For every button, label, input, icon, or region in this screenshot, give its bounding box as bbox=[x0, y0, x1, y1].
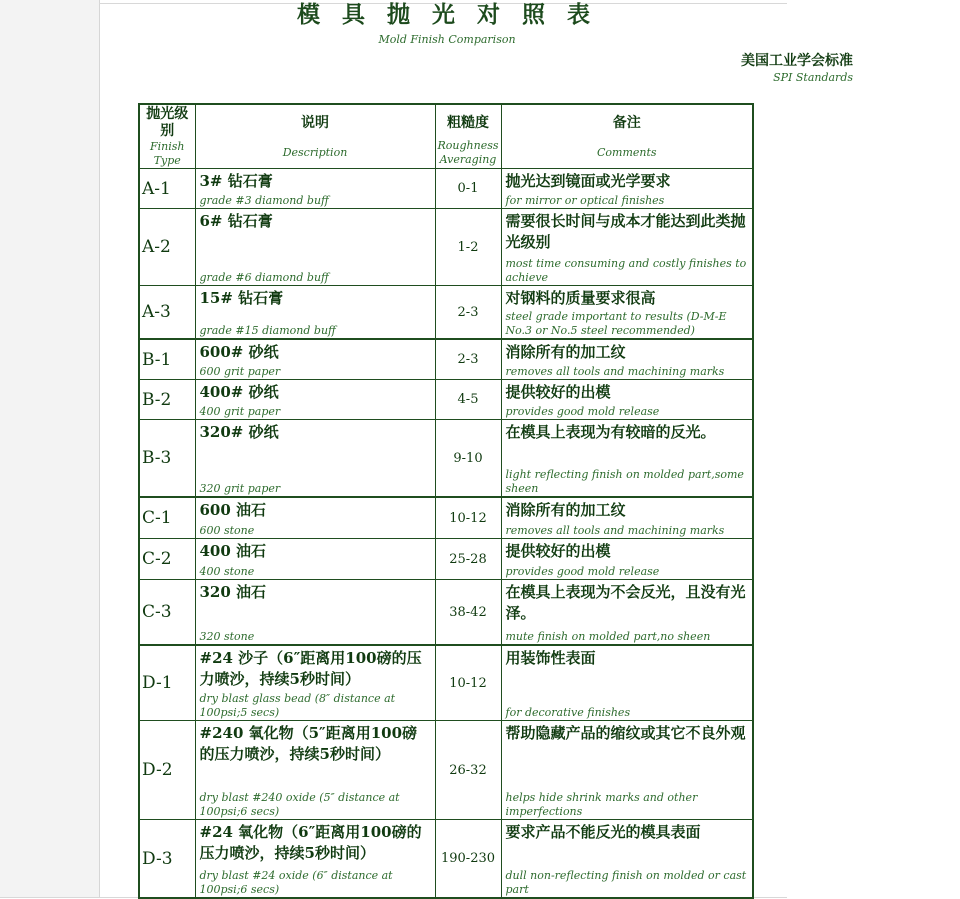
description-zh: 15# 钻石膏 bbox=[199, 289, 284, 307]
comment-en: helps hide shrink marks and other imperfections bbox=[505, 791, 698, 818]
comment-zh: 抛光达到镜面或光学要求 bbox=[505, 172, 671, 190]
roughness-value: 2-3 bbox=[435, 286, 501, 340]
document-page bbox=[100, 0, 853, 898]
table-row bbox=[139, 820, 753, 899]
description-en: grade #6 diamond buff bbox=[199, 271, 329, 284]
comment-en: provides good mold release bbox=[505, 565, 660, 578]
comment-zh: 用装饰性表面 bbox=[505, 649, 596, 667]
comment-zh: 对钢料的质量要求很高 bbox=[505, 289, 656, 307]
roughness-value: 2-3 bbox=[435, 339, 501, 380]
header-grade: 抛光级别 Finish Type bbox=[139, 104, 195, 169]
description-en: grade #3 diamond buff bbox=[199, 194, 329, 207]
comment-zh: 在模具上表现为不会反光，且没有光泽。 bbox=[505, 583, 746, 622]
description-en: 400 grit paper bbox=[199, 405, 281, 418]
description-cell bbox=[195, 169, 435, 209]
description-cell bbox=[195, 580, 435, 646]
comments-cell bbox=[501, 580, 753, 646]
page-title: 模 具 抛 光 对 照 表 bbox=[296, 1, 598, 28]
table-row bbox=[139, 539, 753, 580]
comment-en: for decorative finishes bbox=[505, 706, 631, 719]
description-cell bbox=[195, 420, 435, 498]
table-row bbox=[139, 420, 753, 498]
comment-zh: 在模具上表现为有较暗的反光。 bbox=[505, 423, 716, 441]
finish-grade: A-3 bbox=[139, 286, 195, 340]
comments-cell bbox=[501, 339, 753, 380]
description-zh: 600# 砂纸 bbox=[199, 343, 279, 361]
description-en: dry blast #240 oxide (5″ distance at 100psi;6 secs) bbox=[199, 791, 400, 818]
comment-en: removes all tools and machining marks bbox=[505, 365, 725, 378]
table-row bbox=[139, 209, 753, 286]
comment-en: mute finish on molded part,no sheen bbox=[505, 630, 711, 643]
description-cell bbox=[195, 380, 435, 420]
table-row bbox=[139, 380, 753, 420]
table-row bbox=[139, 497, 753, 539]
comments-cell bbox=[501, 209, 753, 286]
comment-zh: 提供较好的出模 bbox=[505, 542, 611, 560]
roughness-value: 190-230 bbox=[435, 820, 501, 899]
header-description: 说明 Description bbox=[195, 104, 435, 169]
comments-cell bbox=[501, 286, 753, 340]
description-en: dry blast #24 oxide (6″ distance at 100psi;6 secs) bbox=[199, 869, 393, 896]
comment-en: provides good mold release bbox=[505, 405, 660, 418]
finish-grade: B-1 bbox=[139, 339, 195, 380]
comment-zh: 提供较好的出模 bbox=[505, 383, 611, 401]
description-zh: #240 氧化物（5″距离用100磅的压力喷沙，持续5秒时间） bbox=[199, 724, 418, 763]
finish-grade: A-1 bbox=[139, 169, 195, 209]
description-cell bbox=[195, 721, 435, 820]
finish-grade: B-3 bbox=[139, 420, 195, 498]
description-en: 600 stone bbox=[199, 524, 255, 537]
comment-en: light reflecting finish on molded part,some sheen bbox=[505, 468, 744, 495]
description-zh: 400# 砂纸 bbox=[199, 383, 279, 401]
description-en: 320 stone bbox=[199, 630, 255, 643]
comment-zh: 需要很长时间与成本才能达到此类抛光级别 bbox=[505, 212, 746, 251]
roughness-value: 4-5 bbox=[435, 380, 501, 420]
description-zh: 320 油石 bbox=[199, 583, 267, 601]
comment-zh: 帮助隐藏产品的缩纹或其它不良外观 bbox=[505, 724, 746, 742]
description-en: 320 grit paper bbox=[199, 482, 281, 495]
table-row bbox=[139, 721, 753, 820]
finish-grade: C-3 bbox=[139, 580, 195, 646]
roughness-value: 25-28 bbox=[435, 539, 501, 580]
roughness-value: 10-12 bbox=[435, 645, 501, 721]
description-zh: #24 氧化物（6″距离用100磅的压力喷沙，持续5秒时间） bbox=[199, 823, 422, 862]
standard-label-zh: 美国工业学会标准 bbox=[741, 53, 853, 69]
description-en: dry blast glass bead (8″ distance at 100psi;5 secs) bbox=[199, 692, 396, 719]
description-cell bbox=[195, 209, 435, 286]
comments-cell bbox=[501, 539, 753, 580]
comments-cell bbox=[501, 420, 753, 498]
left-margin-pane bbox=[0, 0, 100, 898]
table-row bbox=[139, 645, 753, 721]
comment-en: most time consuming and costly finishes to achieve bbox=[505, 257, 747, 284]
comment-zh: 消除所有的加工纹 bbox=[505, 501, 626, 519]
description-cell bbox=[195, 497, 435, 539]
description-cell bbox=[195, 339, 435, 380]
description-zh: 400 油石 bbox=[199, 542, 267, 560]
header-comments: 备注 Comments bbox=[501, 104, 753, 169]
header-roughness: 粗糙度 Roughness Averaging bbox=[435, 104, 501, 169]
comment-zh: 要求产品不能反光的模具表面 bbox=[505, 823, 701, 841]
comments-cell bbox=[501, 497, 753, 539]
roughness-value: 9-10 bbox=[435, 420, 501, 498]
roughness-value: 26-32 bbox=[435, 721, 501, 820]
finish-grade: C-1 bbox=[139, 497, 195, 539]
description-zh: 320# 砂纸 bbox=[199, 423, 279, 441]
description-en: grade #15 diamond buff bbox=[199, 324, 336, 337]
table-row bbox=[139, 339, 753, 380]
comments-cell bbox=[501, 380, 753, 420]
comment-en: dull non-reflecting finish on molded or cast part bbox=[505, 869, 747, 896]
description-zh: 600 油石 bbox=[199, 501, 267, 519]
table-header-row bbox=[139, 104, 753, 169]
finish-grade: C-2 bbox=[139, 539, 195, 580]
description-zh: 6# 钻石膏 bbox=[199, 212, 273, 230]
comments-cell bbox=[501, 645, 753, 721]
finish-grade: D-2 bbox=[139, 721, 195, 820]
table-row bbox=[139, 580, 753, 646]
roughness-value: 0-1 bbox=[435, 169, 501, 209]
comments-cell bbox=[501, 721, 753, 820]
finish-grade: D-3 bbox=[139, 820, 195, 899]
comment-en: for mirror or optical finishes bbox=[505, 194, 665, 207]
standard-label-en: SPI Standards bbox=[773, 71, 853, 84]
description-cell bbox=[195, 820, 435, 899]
comments-cell bbox=[501, 169, 753, 209]
roughness-value: 10-12 bbox=[435, 497, 501, 539]
roughness-value: 38-42 bbox=[435, 580, 501, 646]
description-cell bbox=[195, 539, 435, 580]
comment-zh: 消除所有的加工纹 bbox=[505, 343, 626, 361]
description-zh: #24 沙子（6″距离用100磅的压力喷沙，持续5秒时间） bbox=[199, 649, 422, 688]
finish-grade: D-1 bbox=[139, 645, 195, 721]
description-en: 600 grit paper bbox=[199, 365, 281, 378]
table-row bbox=[139, 286, 753, 340]
comment-en: steel grade important to results (D-M-E No.3 or No.5 steel recommended) bbox=[505, 310, 727, 337]
comments-cell bbox=[501, 820, 753, 899]
finish-table bbox=[138, 103, 754, 899]
description-en: 400 stone bbox=[199, 565, 255, 578]
comment-en: removes all tools and machining marks bbox=[505, 524, 725, 537]
description-zh: 3# 钻石膏 bbox=[199, 172, 273, 190]
table-body bbox=[139, 169, 753, 899]
roughness-value: 1-2 bbox=[435, 209, 501, 286]
finish-grade: A-2 bbox=[139, 209, 195, 286]
page-subtitle: Mold Finish Comparison bbox=[378, 33, 516, 46]
finish-grade: B-2 bbox=[139, 380, 195, 420]
description-cell bbox=[195, 645, 435, 721]
table-row bbox=[139, 169, 753, 209]
description-cell bbox=[195, 286, 435, 340]
